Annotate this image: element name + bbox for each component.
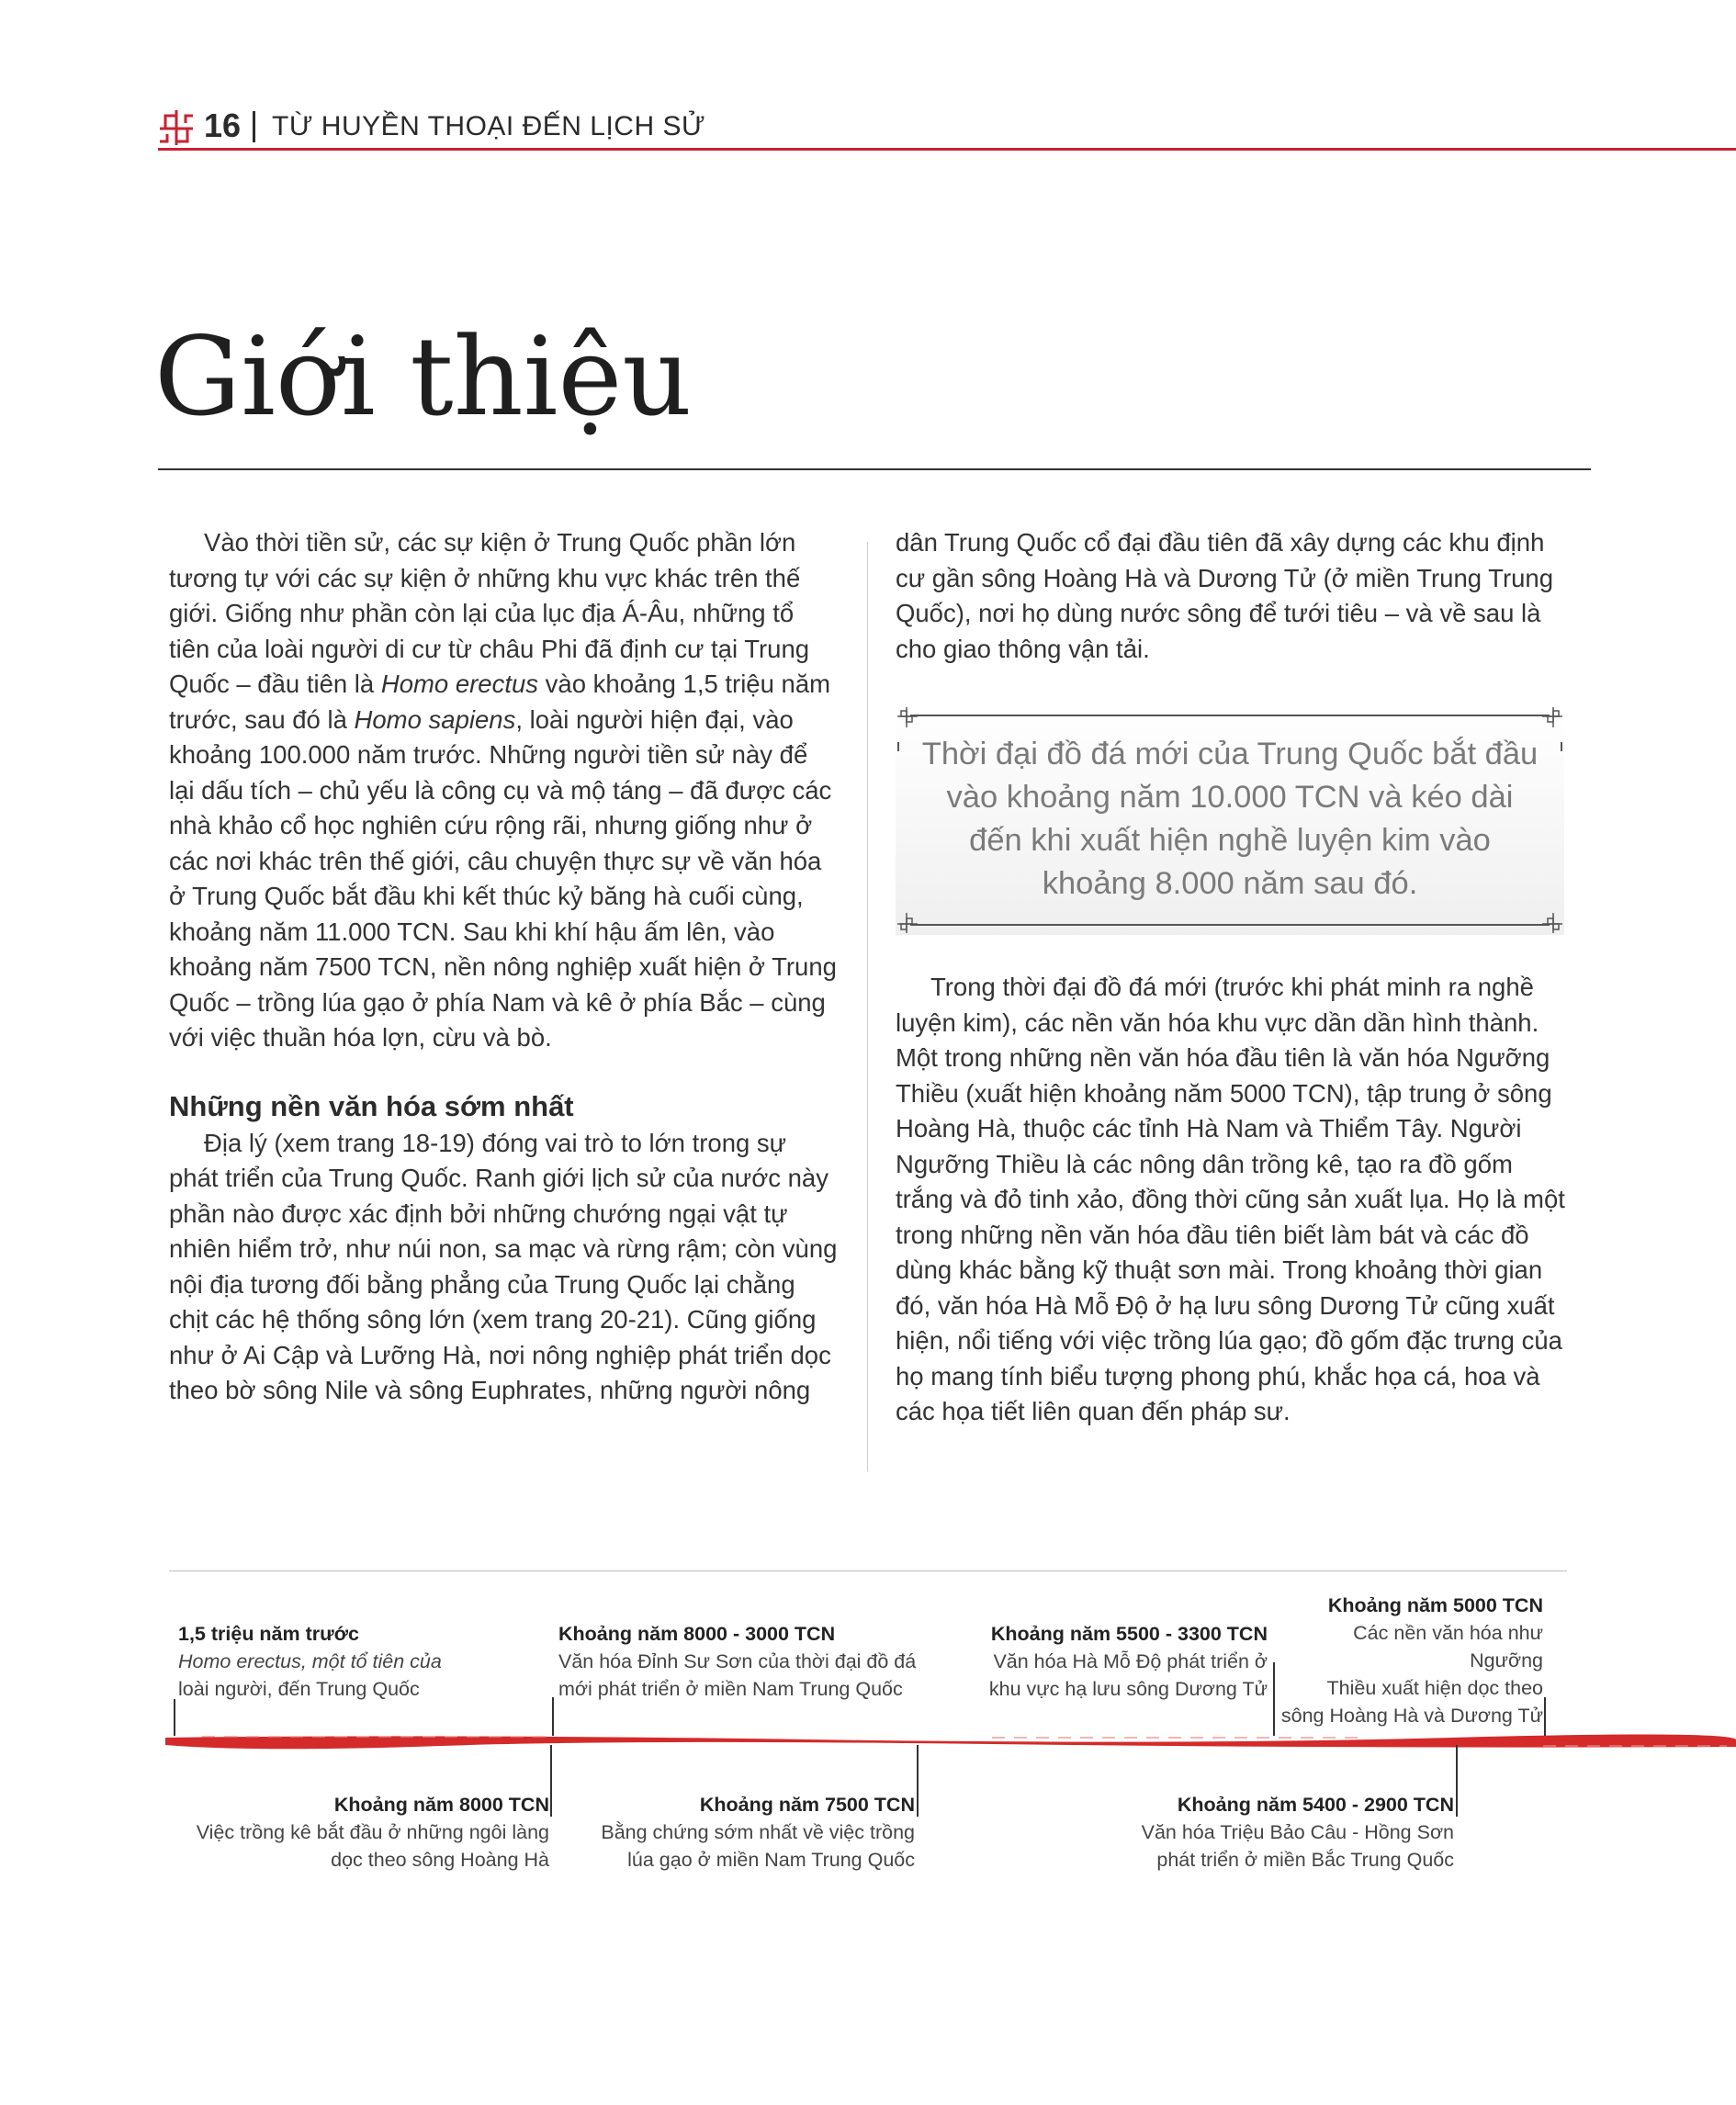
- pull-quote-bottom-rule: [910, 924, 1550, 926]
- timeline-event-date: Khoảng năm 8000 - 3000 TCN: [558, 1623, 836, 1645]
- timeline-event-date: Khoảng năm 8000 TCN: [333, 1794, 549, 1816]
- intro-text-3: , loài người hiện đại, vào khoảng 100.000 năm trước. Những người tiền sử này để lại dấu tích – chủ yếu là công cụ và mộ táng – đã được các nhà khảo cổ học nghiên cứu rộng rãi, nhưng giống như ở các nơi khác trên thế giới, câu chuyện thực sự về văn hóa ở Trung Quốc bắt đầu khi kết thúc kỷ băng hà cuối cùng, khoảng năm 11.000 TCN. Sau khi khí hậu ấm lên, vào khoảng năm 7500 TCN, nền nông nghiệp xuất hiện ở Trung Quốc – trồng lúa gạo ở phía Nam và kê ở phía Bắc – cùng với việc thuần hóa lợn, cừu và bò.: [169, 704, 837, 1052]
- pull-quote-right-border: [1561, 742, 1562, 751]
- timeline-desc-line: Homo erectus, một tổ tiên của: [178, 1650, 442, 1672]
- timeline-event: [175, 1791, 549, 1874]
- timeline-desc-line: Các nền văn hóa như Ngưỡng: [1353, 1622, 1543, 1672]
- page-number: 16: [204, 107, 242, 144]
- timeline-desc-line: dọc theo sông Hoàng Hà: [331, 1849, 549, 1871]
- timeline-desc-line: Văn hóa Đỉnh Sư Sơn của thời đại đồ đá: [558, 1650, 917, 1672]
- pull-quote-box: [896, 705, 1564, 935]
- timeline-desc-line: sông Hoàng Hà và Dương Tử: [1280, 1705, 1543, 1727]
- continuation-paragraph: dân Trung Quốc cổ đại đầu tiên đã xây dựng các khu định cư gần sông Hoàng Hà và Dương Tử (ở miền Trung Trung Quốc), nơi họ dùng nước sông để tưới tiêu – và về sau là cho giao thông vận tải.: [896, 528, 1553, 663]
- timeline-desc-line: Văn hóa Triệu Bảo Câu - Hồng Sơn: [1141, 1821, 1454, 1843]
- timeline-event-desc: [946, 1648, 1268, 1703]
- column-divider: [867, 542, 868, 1471]
- timeline-tick: [1544, 1697, 1546, 1736]
- header-separator: [253, 111, 255, 142]
- corner-ornament-icon: [1540, 705, 1564, 729]
- timeline-tick: [1456, 1745, 1458, 1817]
- page-title: Giới thiệu: [154, 313, 693, 440]
- timeline-desc-line: khu vực hạ lưu sông Dương Tử: [988, 1678, 1268, 1700]
- timeline-event-desc: [558, 1648, 916, 1703]
- intro-term-homo-sapiens: Homo sapiens: [354, 704, 516, 734]
- timeline-event: [558, 1620, 916, 1703]
- intro-text-1: Vào thời tiền sử, các sự kiện ở Trung Quốc phần lớn tương tự với các sự kiện ở những khu vực khác trên thế giới. Giống như phần còn lại của lục địa Á-Âu, những tổ tiên của loài người di cư từ châu Phi đã định cư tại Trung Quốc – đầu tiên là: [169, 528, 810, 698]
- timeline-event: [946, 1620, 1268, 1703]
- timeline-event: [1102, 1791, 1454, 1874]
- timeline-event-date: Khoảng năm 5000 TCN: [1327, 1594, 1543, 1616]
- knot-logo-icon: [158, 108, 195, 147]
- timeline-top-rule: [169, 1570, 1567, 1571]
- timeline-event: [1277, 1592, 1543, 1729]
- section-heading: Những nền văn hóa sớm nhất: [169, 1089, 574, 1122]
- timeline-event-desc: [1277, 1619, 1543, 1729]
- intro-paragraph: [169, 525, 840, 1056]
- timeline-event-date: Khoảng năm 5400 - 2900 TCN: [1177, 1794, 1454, 1816]
- timeline-tick: [917, 1745, 919, 1817]
- timeline-desc-line: lúa gạo ở miền Nam Trung Quốc: [627, 1849, 915, 1871]
- timeline-event-date: Khoảng năm 5500 - 3300 TCN: [990, 1623, 1268, 1645]
- body-paragraph: Trong thời đại đồ đá mới (trước khi phát minh ra nghề luyện kim), các nền văn hóa khu vực dần dần hình thành. Một trong những nền văn hóa đầu tiên là văn hóa Ngưỡng Thiều (xuất hiện khoảng năm 5000 TCN), tập trung ở sông Hoàng Hà, thuộc các tỉnh Hà Nam và Thiểm Tây. Người Ngưỡng Thiều là các nông dân trồng kê, tạo ra đồ gốm trắng và đỏ tinh xảo, đồng thời cũng sản xuất lụa. Họ là một trong những nền văn hóa đầu tiên biết làm bát và các đồ dùng khác bằng kỹ thuật sơn mài. Trong khoảng thời gian đó, văn hóa Hà Mỗ Độ ở hạ lưu sông Dương Tử cũng xuất hiện, nổi tiếng với việc trồng lúa gạo; đồ gốm đặc trưng của họ mang tính biểu tượng phong phú, khắc họa cá, hoa và các họa tiết liên quan đến pháp sư.: [896, 973, 1565, 1425]
- intro-term-homo-erectus: Homo erectus: [380, 670, 539, 698]
- timeline-desc-line: Việc trồng kê bắt đầu ở những ngôi làng: [196, 1821, 549, 1843]
- intro-text-2: vào khoảng 1,5 triệu năm trước, sau đó là: [169, 670, 831, 734]
- timeline-desc-line: mới phát triển ở miền Nam Trung Quốc: [558, 1678, 903, 1700]
- timeline-tick: [174, 1699, 175, 1736]
- timeline-event: [178, 1620, 442, 1703]
- right-column: [896, 525, 1571, 1430]
- section-paragraph: Địa lý (xem trang 18-19) đóng vai trò to lớn trong sự phát triển của Trung Quốc. Ranh giới lịch sử của nước này phần nào được xác định bởi những chướng ngại vật tự nhiên hiểm trở, như núi non, sa mạc và rừng rậm; còn vùng nội địa tương đối bằng phẳng của Trung Quốc lại chằng chịt các hệ thống sông lớn (xem trang 20-21). Cũng giống như ở Ai Cập và Lưỡng Hà, nơi nông nghiệp phát triển dọc theo bờ sông Nile và sông Euphrates, những người nông: [169, 1128, 838, 1404]
- timeline-event-date: 1,5 triệu năm trước: [178, 1623, 359, 1645]
- header-rule: [158, 148, 1736, 151]
- timeline-desc-line: Thiều xuất hiện dọc theo: [1326, 1677, 1543, 1699]
- timeline-brush-bar: [165, 1727, 1736, 1754]
- timeline-desc-line: Bằng chứng sớm nhất về việc trồng: [601, 1821, 915, 1843]
- timeline-tick: [1273, 1662, 1275, 1736]
- timeline-desc-line: Văn hóa Hà Mỗ Độ phát triển ở: [993, 1650, 1268, 1672]
- left-column: [169, 525, 840, 1409]
- timeline-event-desc: [1102, 1818, 1454, 1874]
- timeline-event: [569, 1791, 915, 1874]
- timeline-desc-line: phát triển ở miền Bắc Trung Quốc: [1156, 1849, 1454, 1871]
- timeline-event-desc: [178, 1648, 442, 1703]
- corner-ornament-icon: [896, 705, 919, 729]
- pull-quote-top-rule: [910, 715, 1550, 716]
- pull-quote-text: Thời đại đồ đá mới của Trung Quốc bắt đầu vào khoảng năm 10.000 TCN và kéo dài đến khi xuất hiện nghề luyện kim vào khoảng 8.000 năm sau đó.: [921, 737, 1539, 901]
- timeline-event-date: Khoảng năm 7500 TCN: [699, 1794, 915, 1816]
- timeline-event-desc: [175, 1818, 549, 1874]
- title-rule: [158, 468, 1591, 470]
- timeline-tick: [550, 1745, 552, 1817]
- corner-ornament-icon: [1540, 911, 1564, 935]
- corner-ornament-icon: [896, 911, 919, 935]
- running-title: TỪ HUYỀN THOẠI ĐẾN LỊCH SỬ: [272, 111, 706, 141]
- timeline-desc-line: loài người, đến Trung Quốc: [178, 1678, 420, 1700]
- timeline-tick: [552, 1697, 554, 1736]
- timeline-event-desc: [569, 1818, 915, 1874]
- pull-quote-left-border: [897, 742, 899, 751]
